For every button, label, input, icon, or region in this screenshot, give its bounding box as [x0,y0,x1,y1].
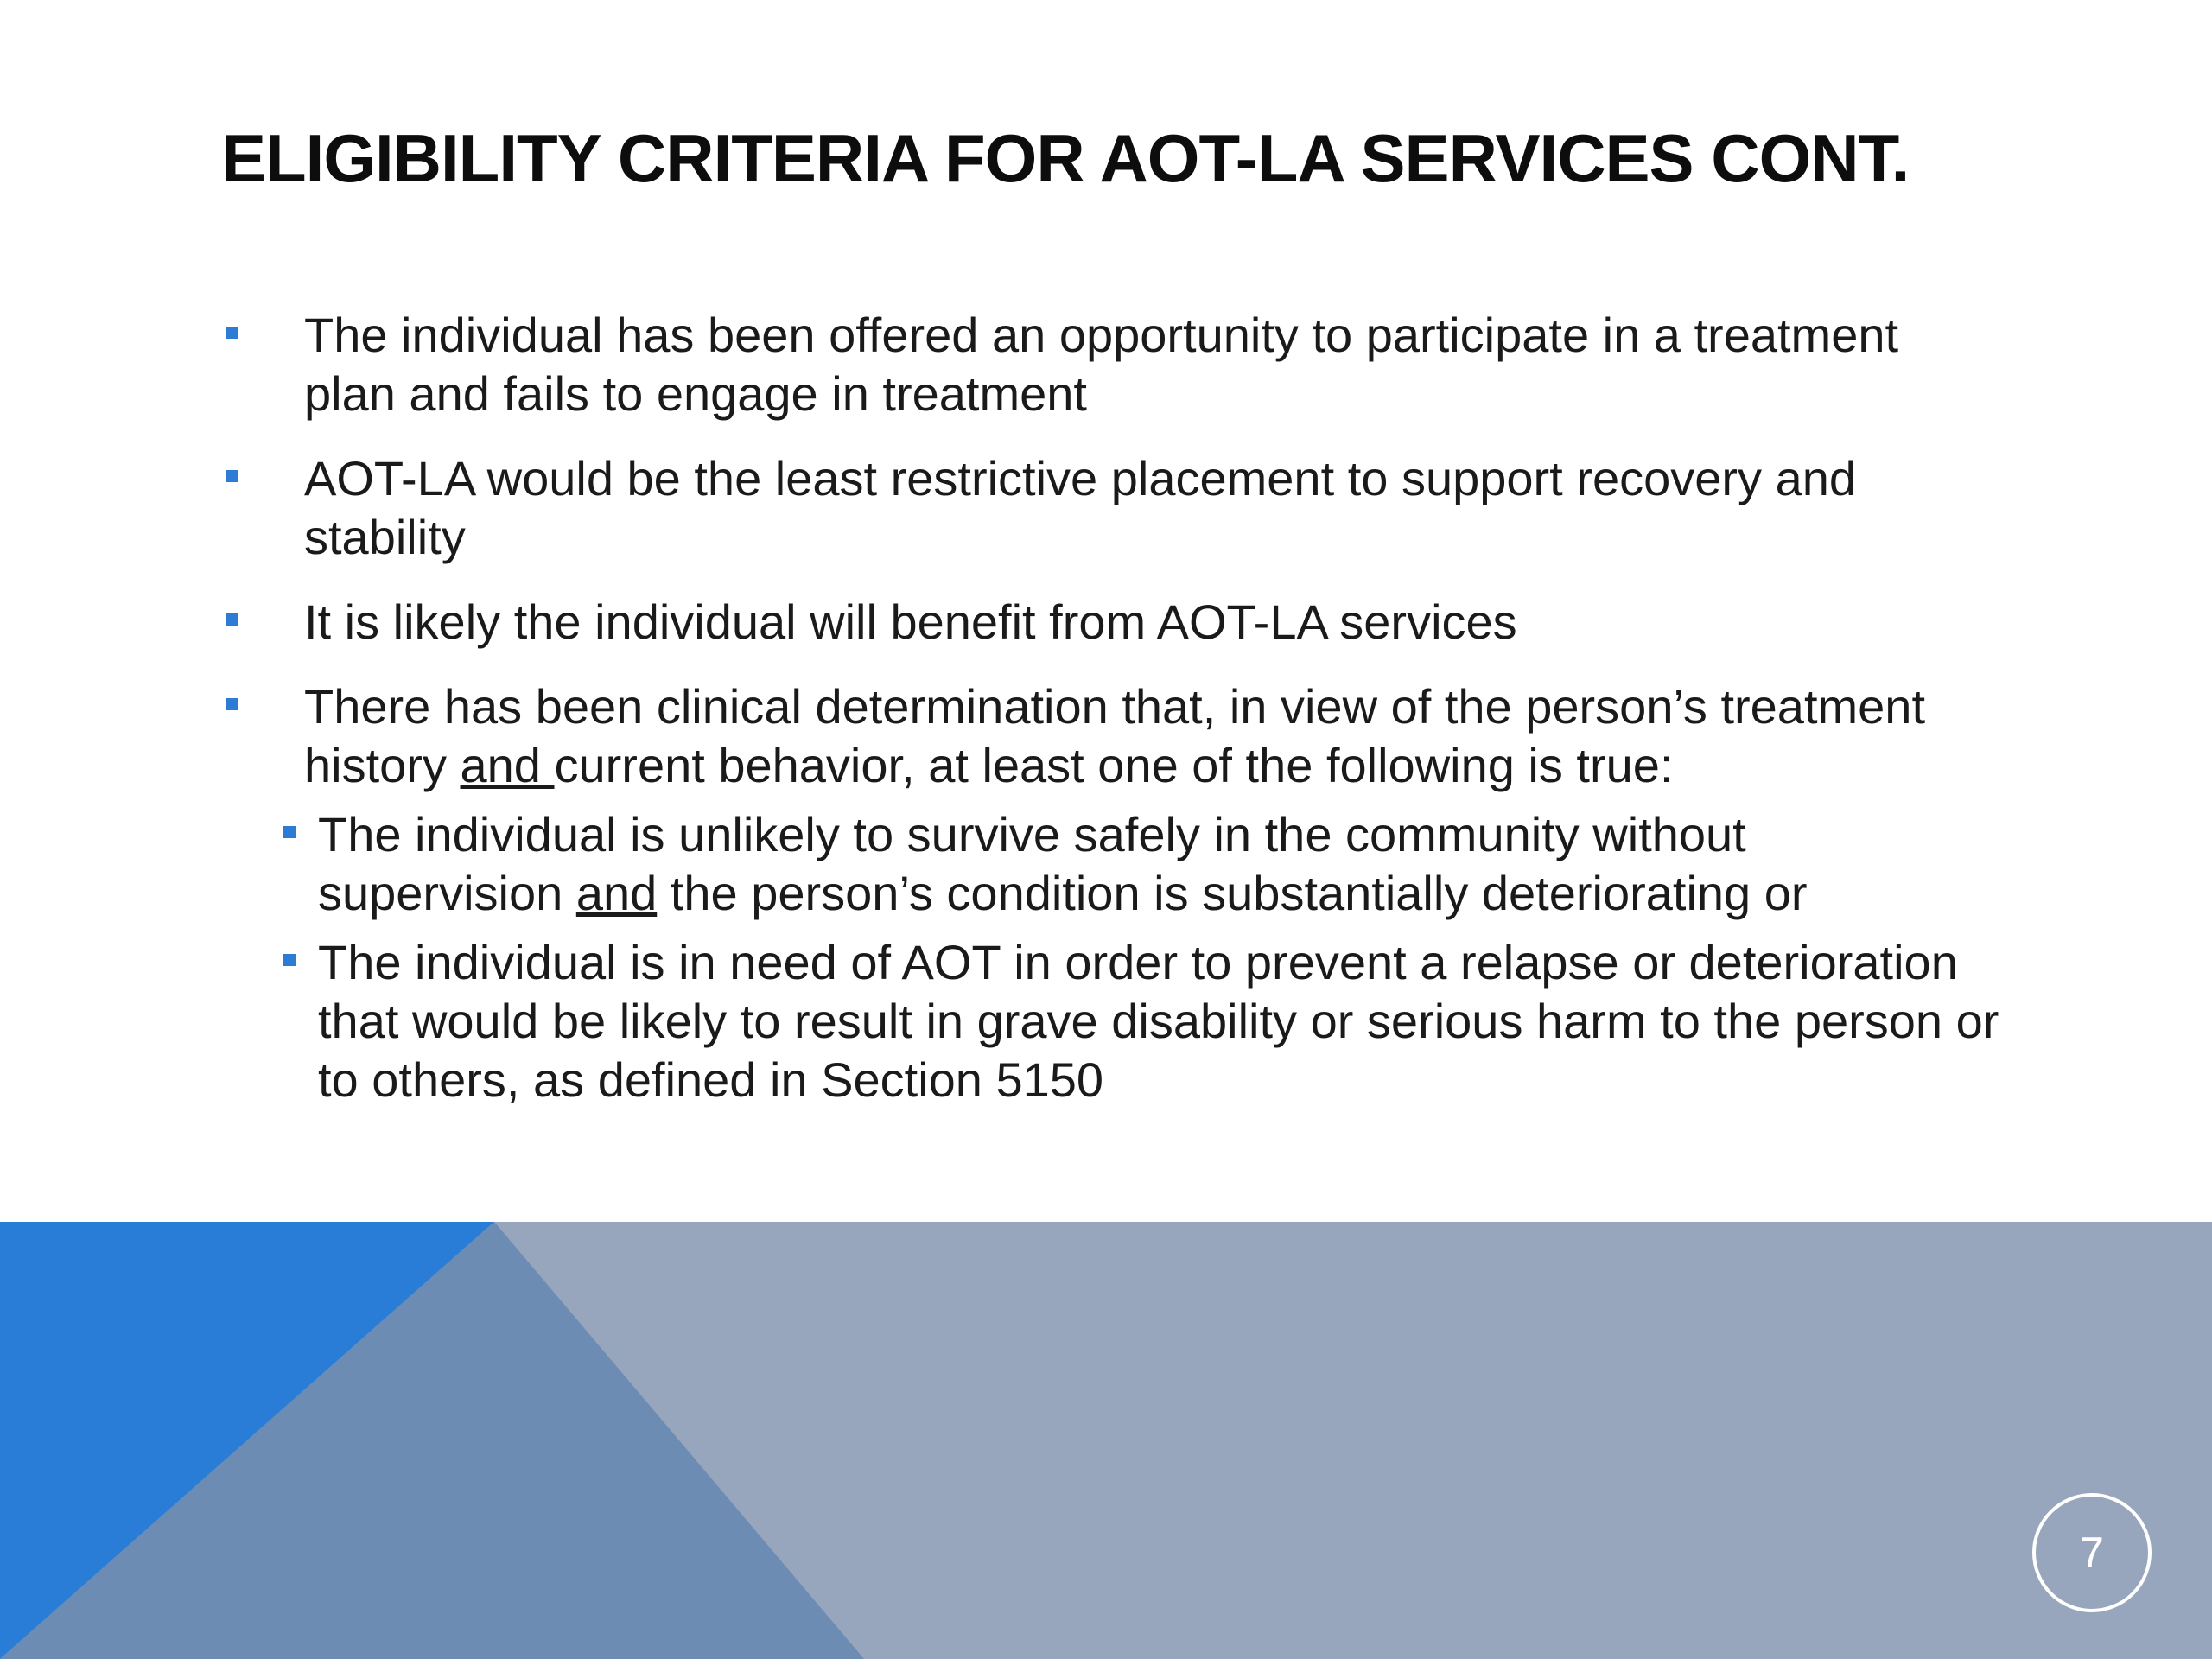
sub-bullet-item [318,805,2001,923]
sub-bullet-text-part: The individual is unlikely to survive safely in the community without supervision [318,807,1746,920]
bullet-text: AOT-LA would be the least restrictive placement to support recovery and stability [304,451,1857,564]
bullet-item [221,593,2001,652]
bullet-square-icon [226,698,238,710]
sub-bullet-item [318,933,2001,1109]
bullet-square-icon [226,327,238,339]
bullet-text-part: current behavior, at least one of the following is true: [554,738,1674,792]
bullet-item [221,449,2001,567]
bullet-item [221,306,2001,423]
sub-bullet-square-icon [283,954,296,966]
underlined-text: and [460,738,555,792]
bullet-text: It is likely the individual will benefit from AOT-LA services [304,594,1517,649]
footer-graphic [0,1222,2212,1659]
sub-bullet-text: The individual is in need of AOT in order to prevent a relapse or deterioration that would be likely to result in grave disability or serious harm to the person or to others, as defined in Section 5150 [318,935,1999,1107]
bullet-text: The individual has been offered an opportunity to participate in a treatment plan and fails to engage in treatment [304,308,1899,421]
bullet-square-icon [226,470,238,482]
underlined-text: and [575,866,658,920]
sub-bullet-text-part: the person’s condition is substantially deteriorating or [657,866,1808,920]
bullet-list [221,306,2001,1120]
bullet-text-part: There has been clinical determination that, in view of the person’s treatment history [304,679,1925,792]
sub-bullet-square-icon [283,826,296,838]
page-number: 7 [2080,1529,2104,1577]
slide-title: ELIGIBILITY CRITERIA FOR AOT-LA SERVICES CONT. [221,120,1910,196]
bullet-square-icon [226,613,238,626]
page-number-badge [2032,1493,2152,1612]
bullet-item [221,677,2001,795]
